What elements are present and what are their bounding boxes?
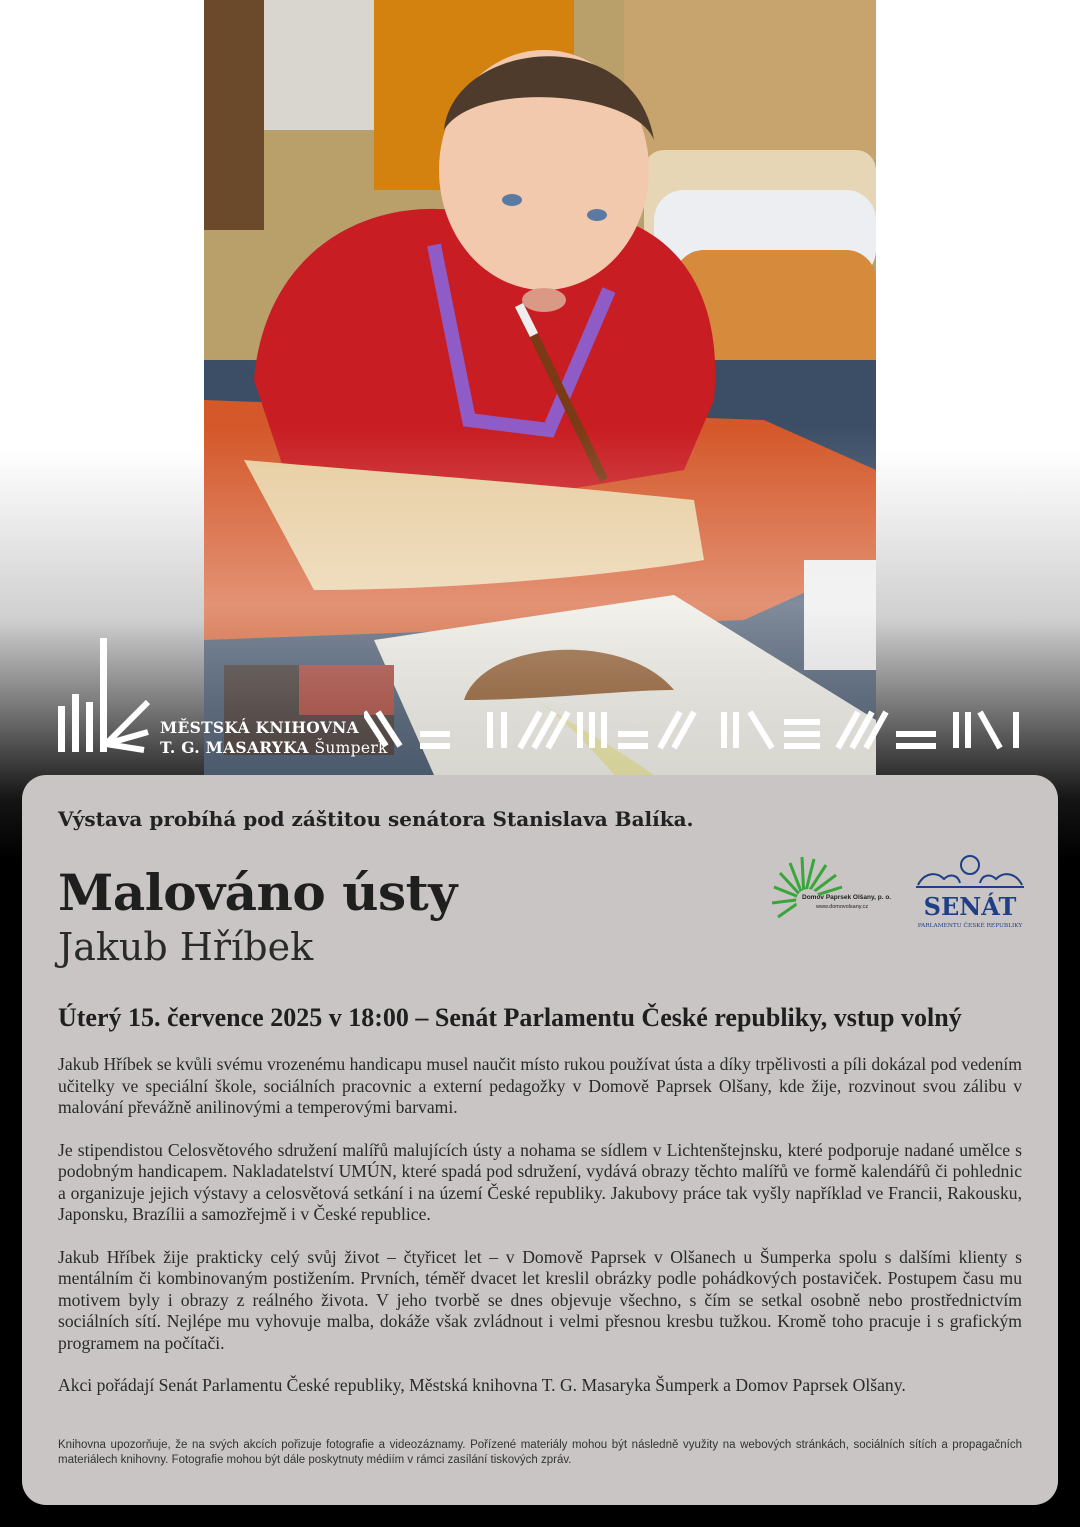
domov-url: www.domovolsany.cz <box>816 904 869 910</box>
domov-paprsek-logo <box>768 855 896 925</box>
senat-wordmark: SENÁT <box>923 892 1017 921</box>
exhibition-title: Malováno ústy <box>58 863 457 922</box>
library-name <box>160 718 388 758</box>
senat-subtitle: PARLAMENTU ČESKÉ REPUBLIKY <box>917 923 1023 929</box>
library-logo-icon <box>56 636 156 756</box>
paragraph: Jakub Hříbek se kvůli svému vrozenému handicapu musel naučit místo rukou používat ústa a díky trpělivosti a píli dokázal pod vedením učitelky ve speciální škole, sociálních pracovnic a externí pedagožky v Domově Paprsek Olšany, kde žije, rozvinout svou zálibu v malování převážně anilinovými a temperovými barvami. <box>58 1054 1022 1117</box>
artist-name: Jakub Hříbek <box>58 925 314 969</box>
library-branding <box>56 636 1036 756</box>
event-details: Úterý 15. července 2025 v 18:00 – Senát Parlamentu České republiky, vstup volný <box>58 1003 962 1032</box>
domov-name: Domov Paprsek Olšany, p. o. <box>802 894 892 901</box>
description <box>58 1054 1022 1418</box>
library-name-bold: T. G. MASARYKA <box>160 738 309 757</box>
paragraph: Je stipendistou Celosvětového sdružení malířů malujících ústy a nohama se sídlem v Lichtenštejnsku, které podporuje nadané umělce s podobným handicapem. Nakladatelství UMÚN, které spadá pod sdružení, vydává obrazy těchto malířů ve formě kalendářů či pohlednic a organizuje jejich výstavy a celosvětová setkání i na území České republiky. Jakubovy práce tak vyšly například ve Francii, Rakousku, Japonsku, Brazílii a samozřejmě i v České republice. <box>58 1139 1022 1224</box>
info-card <box>22 775 1058 1505</box>
library-name-line1: MĚSTSKÁ KNIHOVNA <box>160 718 359 737</box>
domov-paprsek-icon <box>768 855 896 925</box>
senat-emblem-icon <box>910 853 1030 933</box>
patronage-note: Výstava probíhá pod záštitou senátora Stanislava Balíka. <box>58 807 694 831</box>
senat-logo <box>910 853 1030 933</box>
privacy-note: Knihovna upozorňuje, že na svých akcích pořizuje fotografie a videozáznamy. Pořízené materiály mohou být následně využity na webových stránkách, sociálních sítích a propagačních materiálech knihovny. Fotografie mohou být dále poskytnuty médiím v rámci zasílání tiskových zpráv. <box>58 1439 1022 1466</box>
library-name-town: Šumperk <box>314 739 388 757</box>
library-name-line2 <box>160 738 388 758</box>
decorative-stroke-pattern <box>364 708 1024 752</box>
paragraph: Akci pořádají Senát Parlamentu České republiky, Městská knihovna T. G. Masaryka Šumperk a Domov Paprsek Olšany. <box>58 1375 906 1395</box>
paragraph: Jakub Hříbek žije prakticky celý svůj život – čtyřicet let – v Domově Paprsek v Olšanech u Šumperka spolu s dalšími klienty s mentálním či kombinovaným postižením. Prvních, téměř dvacet let kreslil obrázky podle pohádkových postaviček. Postupem času mu motivem byly i obrazy z reálného života. V jeho tvorbě se dnes objevuje všechno, s čím se setkal osobně nebo prostřednictvím sociálních sítí. Nejlépe mu vyhovuje malba, dokáže však zvládnout i velmi přesnou kresbu tužkou. Kromě toho pracuje i s grafickým programem na počítači. <box>58 1246 1022 1353</box>
